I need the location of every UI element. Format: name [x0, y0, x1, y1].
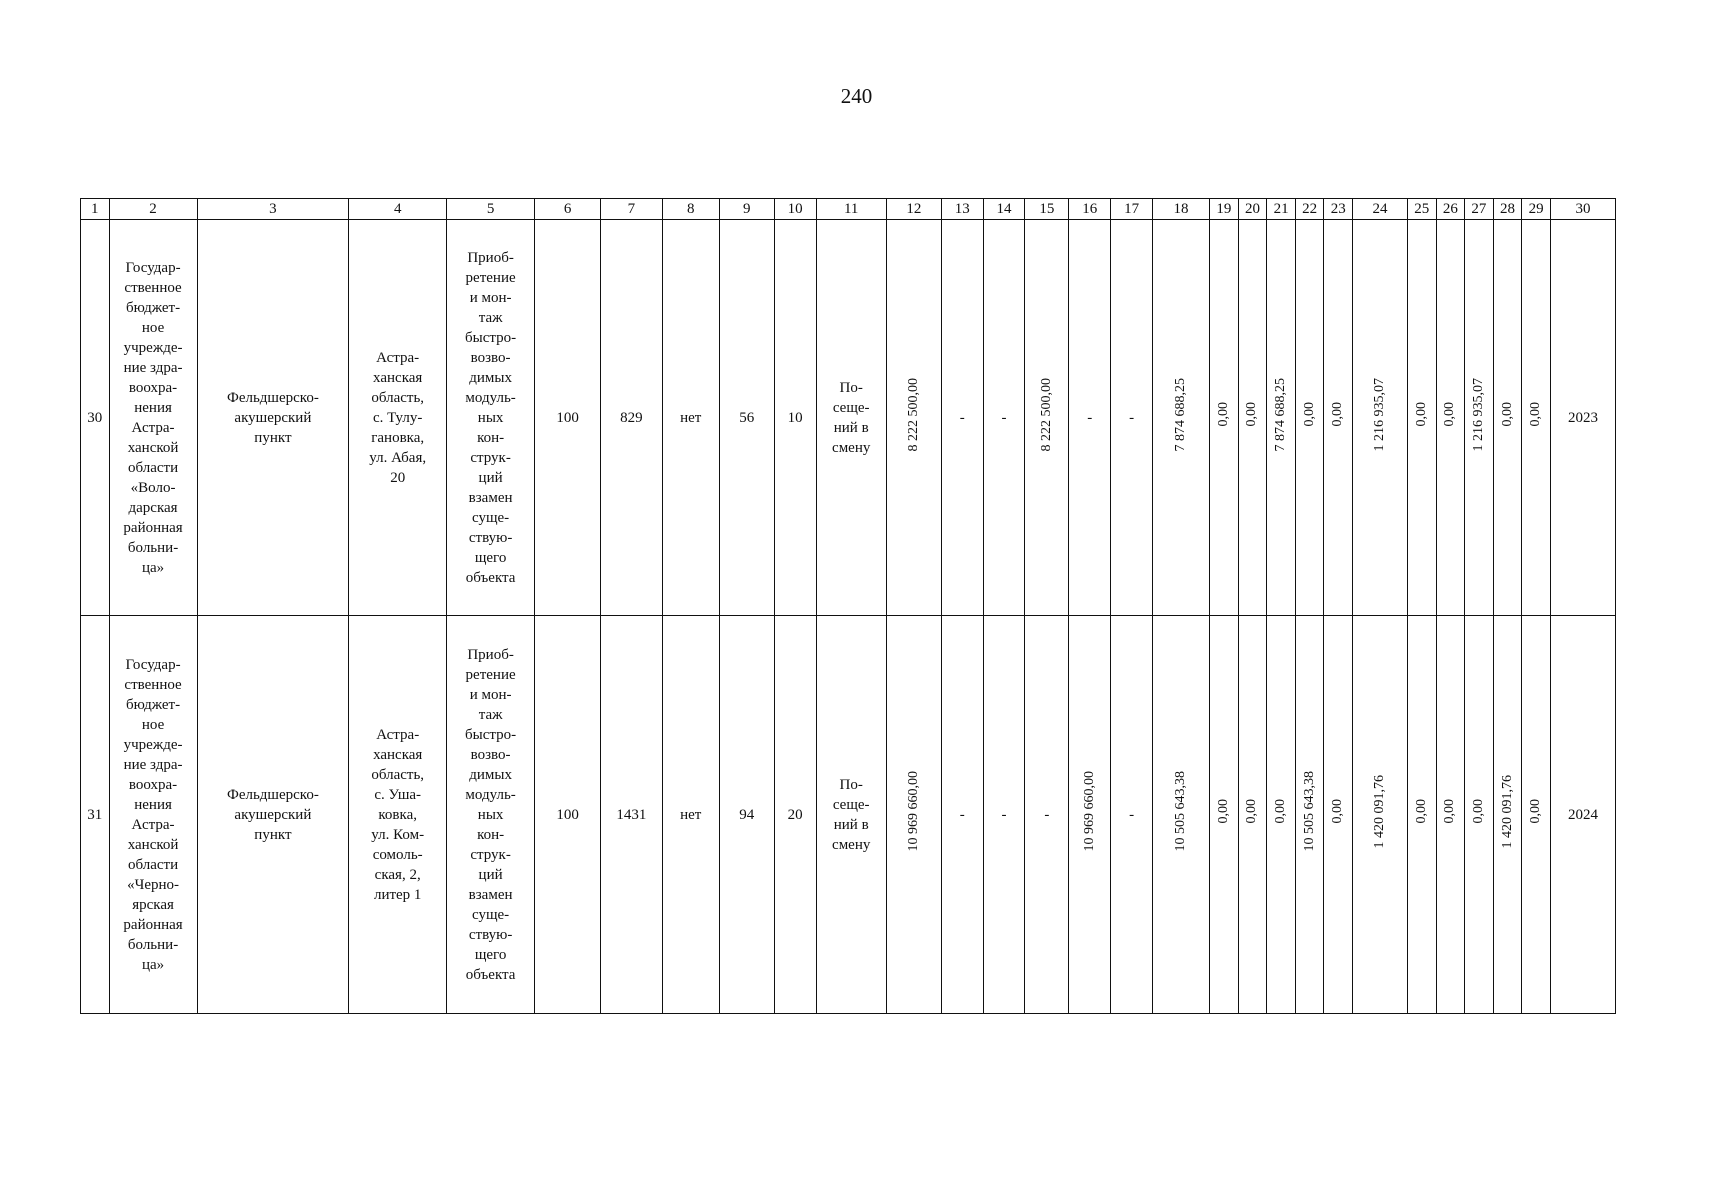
table-cell	[719, 220, 774, 616]
column-number-cell: 24	[1353, 199, 1408, 220]
column-number-cell: 10	[774, 199, 816, 220]
table-cell	[816, 616, 886, 1014]
cell-text: По- сеще- ний в смену	[832, 379, 871, 456]
rotated-value: 0,00	[1499, 402, 1515, 427]
table-cell	[1025, 616, 1069, 1014]
column-number-cell: 13	[941, 199, 983, 220]
table-cell	[1152, 220, 1209, 616]
cell-text: 31	[87, 806, 103, 823]
rotated-value: 0,00	[1244, 799, 1260, 824]
rotated-value: 0,00	[1215, 799, 1231, 824]
column-number-cell: 22	[1295, 199, 1324, 220]
rotated-value: 0,00	[1301, 402, 1317, 427]
table-cell	[886, 220, 941, 616]
table-cell	[535, 220, 601, 616]
table-cell	[1465, 616, 1494, 1014]
table-cell	[81, 616, 110, 1014]
cell-text: 2023	[1567, 409, 1598, 426]
table-cell	[1436, 220, 1465, 616]
table-cell	[941, 616, 983, 1014]
column-number-cell: 29	[1522, 199, 1551, 220]
cell-text: Фельдшерско- акушерский пункт	[226, 389, 319, 446]
column-number-cell: 25	[1407, 199, 1436, 220]
column-number-cell: 18	[1152, 199, 1209, 220]
table-cell	[1353, 220, 1408, 616]
cell-text: 2024	[1567, 806, 1598, 823]
cell-text: Приоб- ретение и мон- таж быстро- возво- димых модуль- ных кон- струк- ций взамен суще- ствую- щего объекта	[465, 646, 517, 983]
table-cell	[1522, 616, 1551, 1014]
cell-text: -	[1129, 806, 1135, 823]
column-number-cell: 28	[1493, 199, 1522, 220]
rotated-value: 0,00	[1273, 799, 1289, 824]
table-cell	[447, 616, 535, 1014]
table-cell	[774, 616, 816, 1014]
cell-text: Приоб- ретение и мон- таж быстро- возво- димых модуль- ных кон- струк- ций взамен суще- ствую- щего объекта	[465, 249, 517, 586]
table-cell	[1295, 220, 1324, 616]
column-number-cell: 30	[1550, 199, 1615, 220]
table-cell	[1550, 616, 1615, 1014]
table-cell	[1267, 220, 1296, 616]
rotated-value: 10 969 660,00	[905, 771, 921, 852]
table-cell	[662, 220, 719, 616]
cell-text: -	[1001, 806, 1007, 823]
cell-text: 829	[620, 409, 643, 426]
table-row	[81, 616, 1616, 1014]
table-cell	[1025, 220, 1069, 616]
cell-text: -	[1001, 409, 1007, 426]
cell-text: нет	[680, 806, 702, 823]
table-cell	[197, 616, 349, 1014]
column-number-cell: 19	[1210, 199, 1239, 220]
column-number-cell: 5	[447, 199, 535, 220]
cell-text: Государ- ственное бюджет- ное учрежде- ние здра- воохра- нения Астра- ханской области «Воло- дарская районная больни- ца»	[123, 259, 183, 576]
table-cell	[109, 220, 197, 616]
table-cell	[1267, 616, 1296, 1014]
rotated-value: 1 216 935,07	[1372, 377, 1387, 452]
column-number-cell: 16	[1069, 199, 1111, 220]
table-cell	[1111, 616, 1153, 1014]
table-cell	[1238, 220, 1267, 616]
cell-text: Астра- ханская область, с. Тулу- гановка, ул. Абая, 20	[369, 349, 427, 486]
table-cell	[109, 616, 197, 1014]
rotated-value: 1 420 091,76	[1499, 774, 1515, 849]
cell-text: 94	[739, 806, 755, 823]
cell-text: -	[1129, 409, 1135, 426]
column-number-cell: 23	[1324, 199, 1353, 220]
table-cell	[1238, 616, 1267, 1014]
column-number-cell: 27	[1465, 199, 1494, 220]
cell-text: -	[1087, 409, 1093, 426]
column-number-cell: 15	[1025, 199, 1069, 220]
table-cell	[1493, 220, 1522, 616]
table-cell	[349, 220, 447, 616]
rotated-value: 0,00	[1413, 799, 1429, 824]
column-number-cell: 17	[1111, 199, 1153, 220]
table-cell	[447, 220, 535, 616]
rotated-value: 1 216 935,07	[1470, 377, 1486, 452]
cell-text: Государ- ственное бюджет- ное учрежде- ние здра- воохра- нения Астра- ханской области «Черно- ярская районная больни- ца»	[123, 656, 183, 973]
column-number-cell: 4	[349, 199, 447, 220]
rotated-value: 0,00	[1330, 402, 1346, 427]
investment-table	[80, 198, 1616, 1014]
column-number-cell: 14	[983, 199, 1025, 220]
rotated-value: 0,00	[1528, 402, 1544, 427]
column-number-cell: 3	[197, 199, 349, 220]
cell-text: -	[959, 806, 965, 823]
table-cell	[1465, 220, 1494, 616]
cell-text: 100	[556, 806, 579, 823]
rotated-value: 0,00	[1330, 799, 1346, 824]
cell-text: 10	[787, 409, 803, 426]
table-cell	[81, 220, 110, 616]
table-cell	[774, 220, 816, 616]
page-number: 240	[840, 84, 873, 108]
rotated-value: 0,00	[1442, 799, 1458, 824]
column-number-cell: 2	[109, 199, 197, 220]
rotated-value: 0,00	[1413, 402, 1429, 427]
cell-text: -	[959, 409, 965, 426]
table-cell	[662, 616, 719, 1014]
table-cell	[349, 616, 447, 1014]
rotated-value: 10 505 643,38	[1173, 771, 1189, 852]
cell-text: Астра- ханская область, с. Уша- ковка, ул. Ком- сомоль- ская, 2, литер 1	[371, 726, 425, 903]
column-number-cell: 20	[1238, 199, 1267, 220]
column-number-cell: 6	[535, 199, 601, 220]
table-cell	[1493, 616, 1522, 1014]
cell-text: Фельдшерско- акушерский пункт	[226, 786, 319, 843]
cell-text: По- сеще- ний в смену	[832, 776, 871, 853]
column-number-row	[81, 199, 1616, 220]
table-cell	[1407, 616, 1436, 1014]
table-row	[81, 220, 1616, 616]
table-cell	[1324, 616, 1353, 1014]
rotated-value: 0,00	[1215, 402, 1231, 427]
table-cell	[1295, 616, 1324, 1014]
table-cell	[1210, 616, 1239, 1014]
table-cell	[1550, 220, 1615, 616]
cell-text: 56	[739, 409, 755, 426]
rotated-value: 0,00	[1528, 799, 1544, 824]
rotated-value: 0,00	[1244, 402, 1260, 427]
cell-text: 20	[787, 806, 803, 823]
rotated-value: 7 874 688,25	[1173, 377, 1189, 452]
rotated-value: 0,00	[1442, 402, 1458, 427]
cell-text: 1431	[616, 806, 647, 823]
table-cell	[816, 220, 886, 616]
table-cell	[601, 616, 663, 1014]
table-cell	[1069, 220, 1111, 616]
table-cell	[886, 616, 941, 1014]
cell-text: 100	[556, 409, 579, 426]
column-number-cell: 26	[1436, 199, 1465, 220]
column-number-cell: 7	[601, 199, 663, 220]
column-number-cell: 12	[886, 199, 941, 220]
column-number-cell: 11	[816, 199, 886, 220]
rotated-value: 0,00	[1470, 799, 1486, 824]
column-number-cell: 1	[81, 199, 110, 220]
rotated-value: 8 222 500,00	[905, 377, 921, 452]
column-number-cell: 9	[719, 199, 774, 220]
table-cell	[1522, 220, 1551, 616]
table-cell	[941, 220, 983, 616]
table-cell	[1210, 220, 1239, 616]
table-cell	[1436, 616, 1465, 1014]
table-cell	[983, 220, 1025, 616]
cell-text: 30	[87, 409, 103, 426]
table-cell	[535, 616, 601, 1014]
table-cell	[1353, 616, 1408, 1014]
table-cell	[601, 220, 663, 616]
table-cell	[1152, 616, 1209, 1014]
rotated-value: 8 222 500,00	[1038, 377, 1054, 452]
cell-text: нет	[680, 409, 702, 426]
rotated-value: 1 420 091,76	[1372, 774, 1387, 849]
column-number-cell: 21	[1267, 199, 1296, 220]
table-cell	[197, 220, 349, 616]
table-cell	[1069, 616, 1111, 1014]
table-cell	[719, 616, 774, 1014]
table-cell	[1324, 220, 1353, 616]
table-cell	[1111, 220, 1153, 616]
rotated-value: 10 505 643,38	[1301, 771, 1317, 852]
column-number-cell: 8	[662, 199, 719, 220]
rotated-value: 7 874 688,25	[1273, 377, 1289, 452]
cell-text: -	[1044, 806, 1050, 823]
rotated-value: 10 969 660,00	[1081, 771, 1097, 852]
table-cell	[1407, 220, 1436, 616]
table-cell	[983, 616, 1025, 1014]
